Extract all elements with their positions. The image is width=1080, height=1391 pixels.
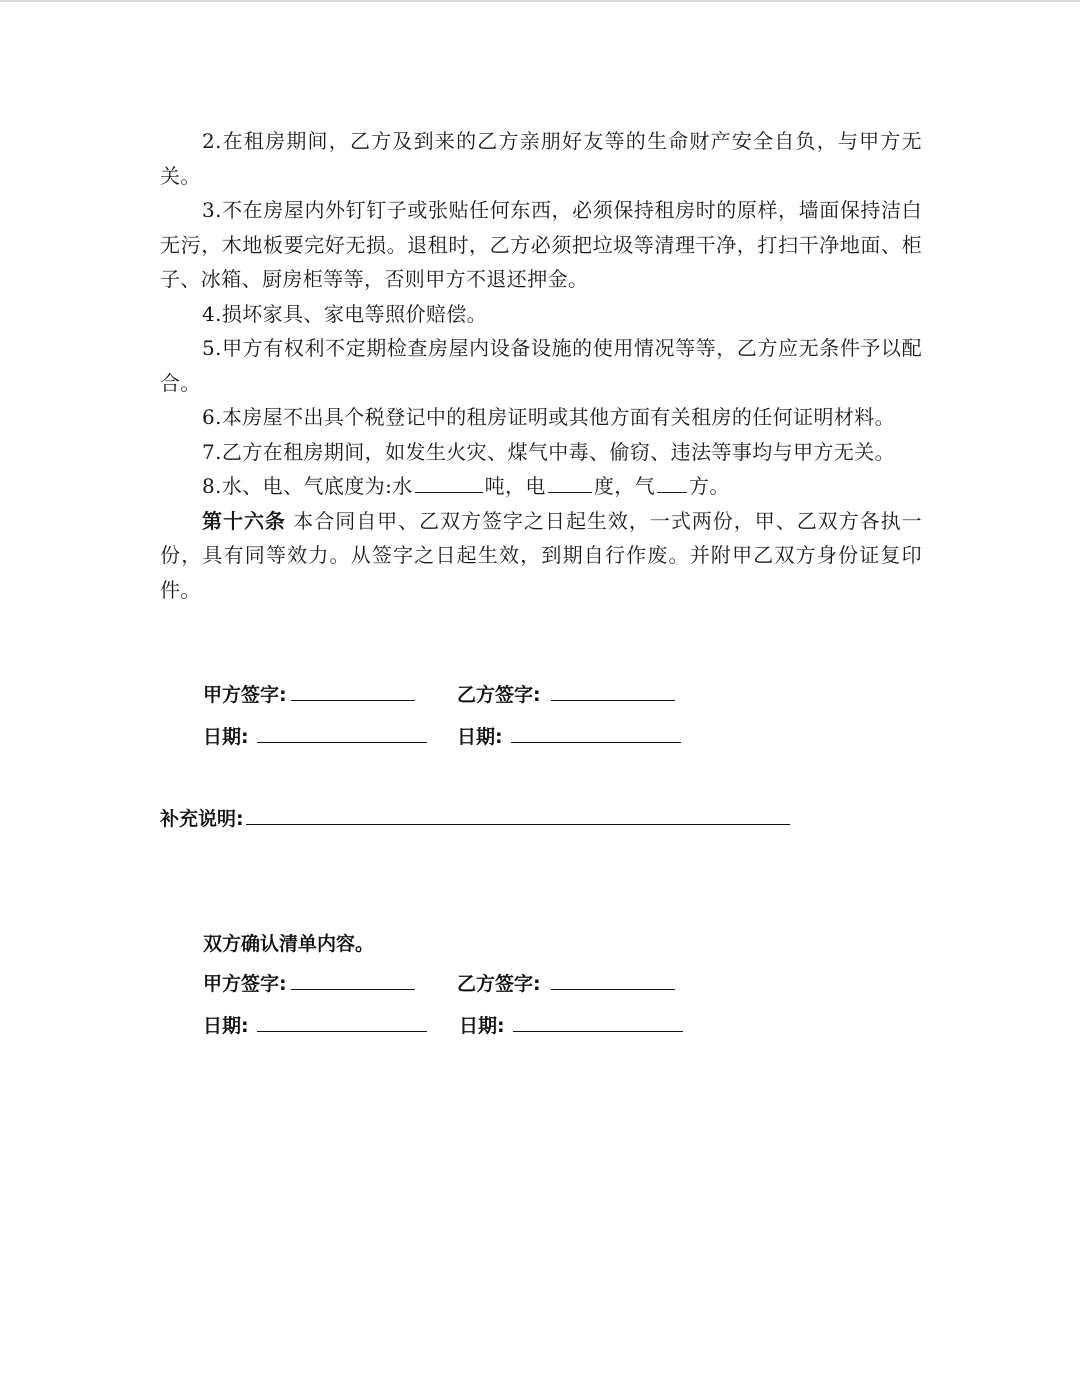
clause-8-meter-readings	[160, 469, 922, 504]
supplement-note	[160, 804, 790, 831]
checklist-party-b-line[interactable]	[551, 971, 675, 990]
gas-unit: 方。	[689, 474, 730, 498]
water-unit: 吨，电	[484, 474, 546, 498]
water-reading-blank[interactable]	[415, 472, 483, 493]
party-a-date-line[interactable]	[257, 724, 427, 743]
checklist-title: 双方确认清单内容。	[203, 933, 375, 955]
party-a-date	[203, 722, 427, 749]
checklist-date-a-line[interactable]	[257, 1013, 427, 1032]
supplement-line[interactable]	[246, 806, 790, 825]
checklist-party-a-date	[203, 1011, 427, 1038]
party-b-signature	[457, 680, 675, 707]
checklist-party-b-signature	[457, 969, 675, 996]
checklist-party-b-date	[459, 1011, 683, 1038]
meter-prefix: 8.水、电、气底度为:水	[202, 474, 413, 498]
clause-2: 2.在租房期间，乙方及到来的乙方亲朋好友等的生命财产安全自负，与甲方无关。	[160, 129, 922, 188]
clause-5: 5.甲方有权利不定期检查房屋内设备设施的使用情况等等，乙方应无条件予以配合。	[160, 336, 922, 395]
electric-reading-blank[interactable]	[548, 472, 592, 493]
clause-4: 4.损坏家具、家电等照价赔偿。	[202, 301, 488, 326]
party-a-signature-line[interactable]	[291, 682, 415, 701]
clause-7: 7.乙方在租房期间，如发生火灾、煤气中毒、偷窃、违法等事均与甲方无关。	[202, 439, 896, 464]
checklist-date-a-label: 日期:	[203, 1015, 249, 1037]
checklist-party-b-label: 乙方签字:	[457, 973, 541, 995]
clause-6: 6.本房屋不出具个税登记中的租房证明或其他方面有关租房的任何证明材料。	[202, 405, 896, 429]
party-a-signature	[203, 680, 415, 707]
article-16	[160, 504, 922, 608]
page-top-border	[0, 0, 1080, 2]
clause-3: 3.不在房屋内外钉钉子或张贴任何东西，必须保持租房时的原样，墙面保持洁白无污，木地板要完好无损。退租时，乙方必须把垃圾等清理干净，打扫干净地面、柜子、冰箱、厨房柜等等，否则甲方不退还押金。	[160, 198, 922, 291]
checklist-date-b-line[interactable]	[513, 1013, 683, 1032]
contract-page	[160, 124, 922, 607]
article-16-heading: 第十六条	[202, 508, 286, 533]
party-b-signature-line[interactable]	[551, 682, 675, 701]
checklist-date-b-label: 日期:	[459, 1015, 505, 1037]
party-b-date-label: 日期:	[457, 726, 503, 748]
party-a-date-label: 日期:	[203, 726, 249, 748]
party-b-date	[457, 722, 681, 749]
checklist-party-a-line[interactable]	[291, 971, 415, 990]
supplement-label: 补充说明:	[160, 808, 244, 830]
party-b-date-line[interactable]	[511, 724, 681, 743]
party-a-signature-label: 甲方签字:	[203, 684, 287, 706]
checklist-party-a-signature	[203, 969, 415, 996]
party-b-signature-label: 乙方签字:	[457, 684, 541, 706]
electric-unit: 度，气	[593, 474, 656, 498]
checklist-party-a-label: 甲方签字:	[203, 973, 287, 995]
gas-reading-blank[interactable]	[657, 472, 687, 493]
article-16-body: 本合同自甲、乙双方签字之日起生效，一式两份，甲、乙双方各执一份，具有同等效力。从签字之日起生效，到期自行作废。并附甲乙双方身份证复印件。	[160, 508, 922, 602]
